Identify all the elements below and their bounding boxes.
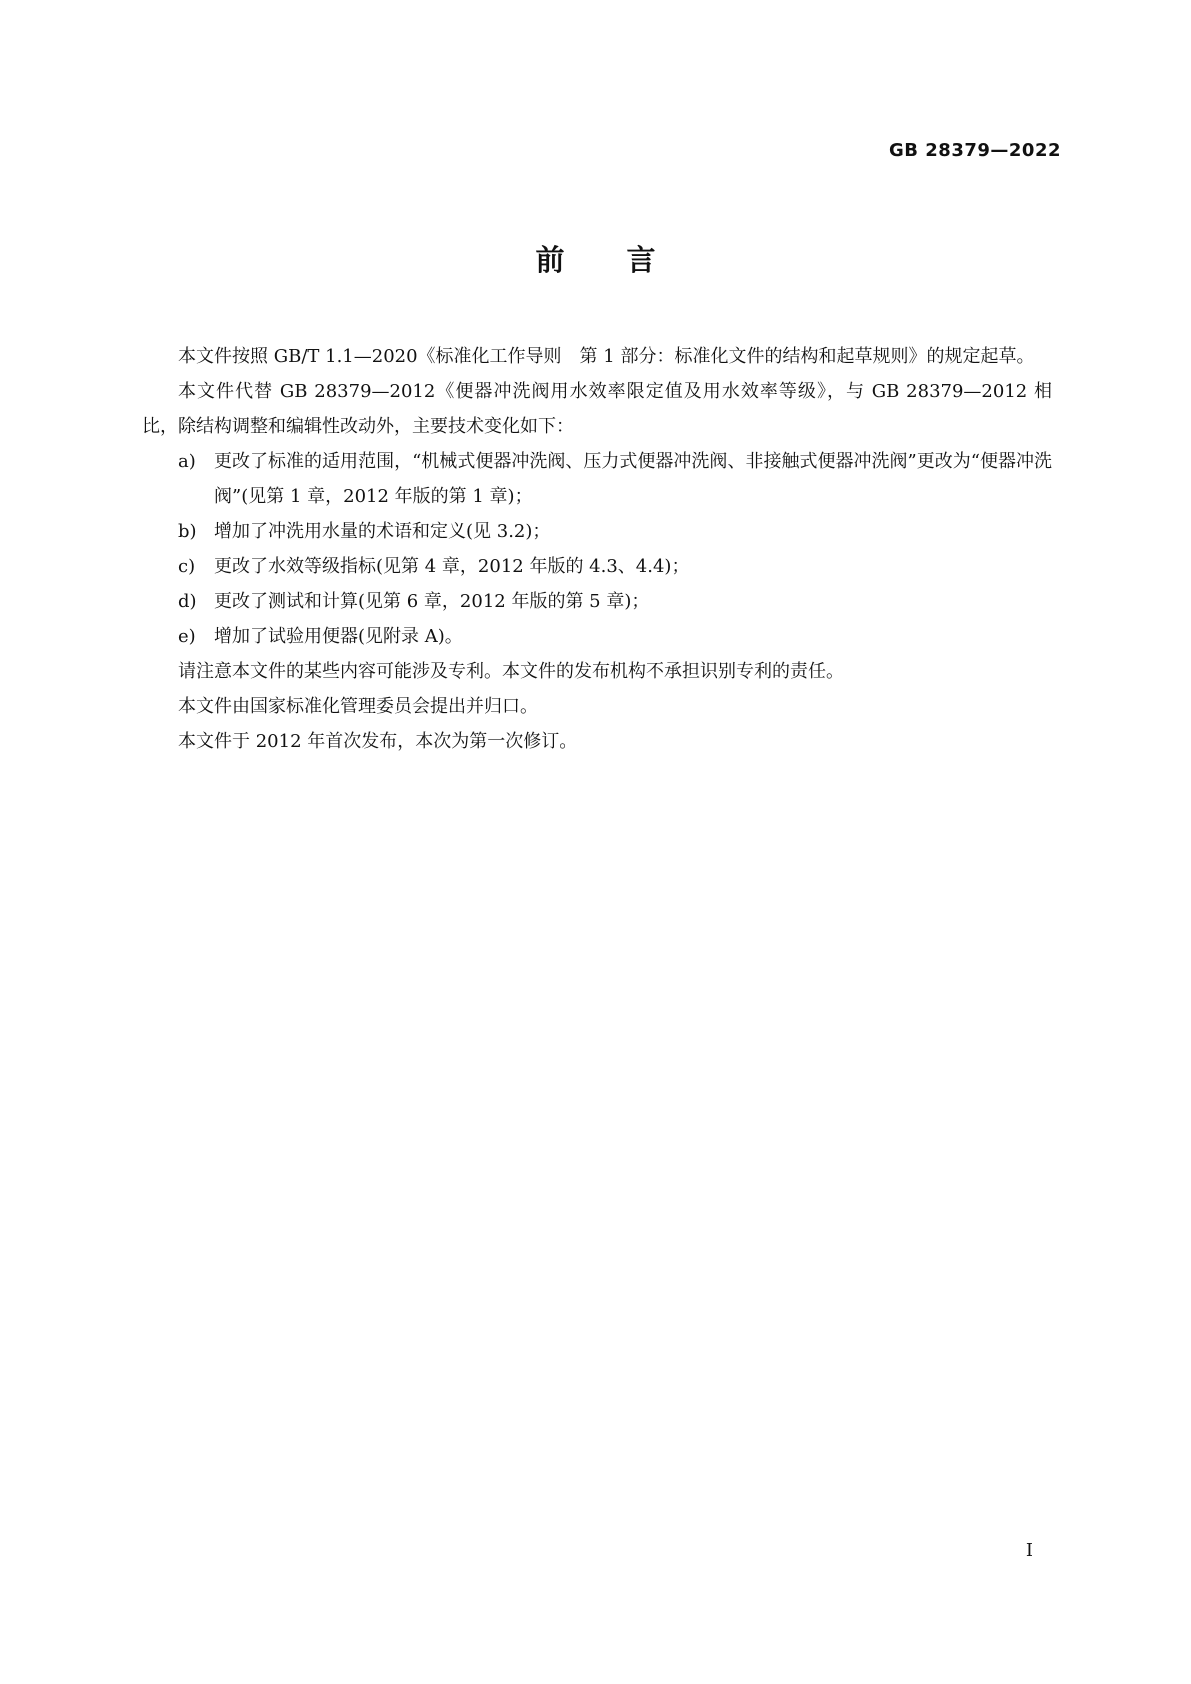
page-number: I [1025,1540,1033,1561]
page-title: 前言 [535,243,718,277]
list-item-text: 更改了标准的适用范围，“机械式便器冲洗阀、压力式便器冲洗阀、非接触式便器冲洗阀”更改为“便器冲洗阀”(见第 1 章，2012 年版的第 1 章)； [214,451,1052,507]
closing-paragraph: 请注意本文件的某些内容可能涉及专利。本文件的发布机构不承担识别专利的责任。 [178,661,844,682]
list-item-text: 增加了试验用便器(见附录 A)。 [214,626,463,647]
closing-paragraph: 本文件于 2012 年首次发布，本次为第一次修订。 [178,731,578,752]
list-marker: e) [178,626,196,647]
list-marker: d) [178,591,197,612]
list-item-text: 更改了测试和计算(见第 6 章，2012 年版的第 5 章)； [214,591,650,612]
list-marker: c) [178,556,196,577]
list-item [142,619,1052,654]
list-item [142,444,1052,514]
closing-paragraph: 本文件由国家标准化管理委员会提出并归口。 [178,696,538,717]
preface-body [142,339,1052,759]
intro-paragraph: 本文件按照 GB/T 1.1—2020《标准化工作导则 第 1 部分：标准化文件的结构和起草规则》的规定起草。 [178,346,1035,367]
list-marker: b) [178,521,197,542]
list-item [142,549,1052,584]
intro-paragraph: 本文件代替 GB 28379—2012《便器冲洗阀用水效率限定值及用水效率等级》，与 GB 28379—2012 相比，除结构调整和编辑性改动外，主要技术变化如下： [142,381,1052,437]
list-marker: a) [178,451,196,472]
list-item [142,514,1052,549]
standard-number: GB 28379—2022 [889,140,1061,161]
list-item [142,584,1052,619]
list-item-text: 增加了冲洗用水量的术语和定义(见 3.2)； [214,521,551,542]
list-item-text: 更改了水效等级指标(见第 4 章，2012 年版的 4.3、4.4)； [214,556,690,577]
